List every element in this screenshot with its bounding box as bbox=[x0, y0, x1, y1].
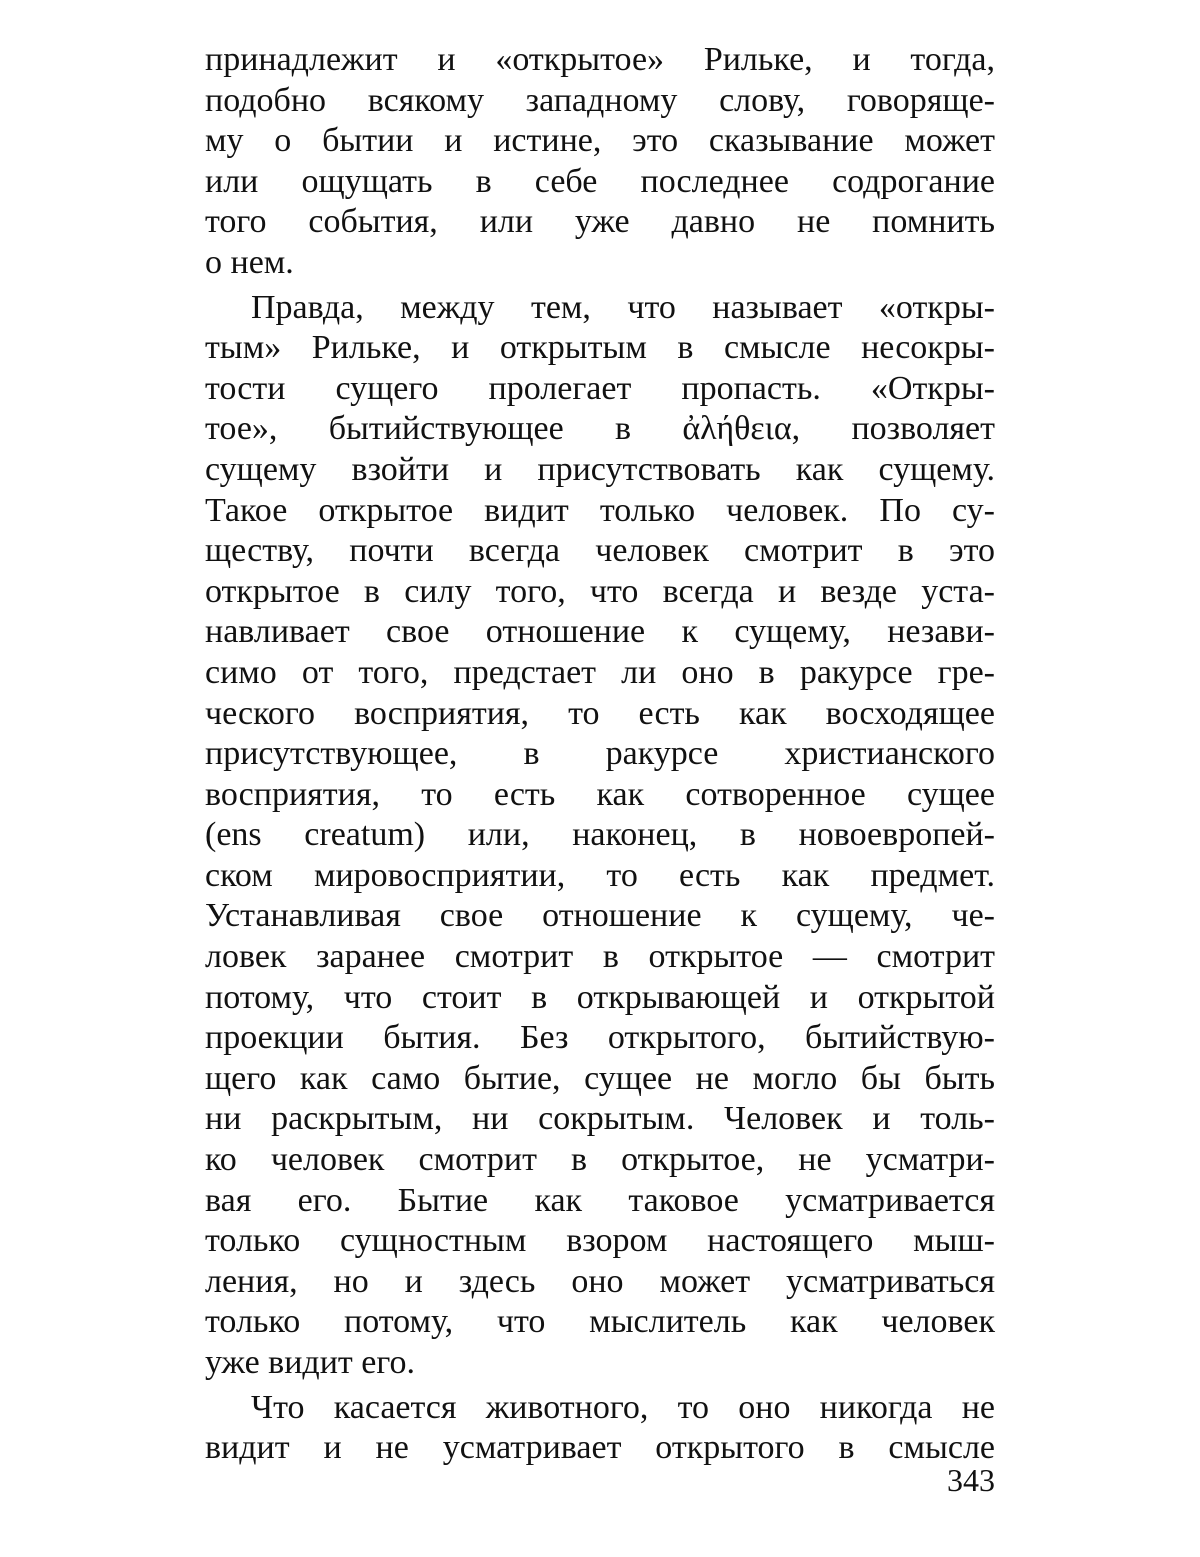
text-line: тости сущего пролегает пропасть. «Откры- bbox=[205, 369, 995, 407]
text-line: восприятия, то есть как сотворенное сущее bbox=[205, 775, 995, 813]
text-line: му о бытии и истине, это сказывание может bbox=[205, 122, 995, 160]
text-line: вая его. Бытие как таковое усматривается bbox=[205, 1181, 995, 1219]
text-line: ществу, почти всегда человек смотрит в это bbox=[205, 532, 995, 570]
text-line: тым» Рильке, и открытым в смысле несокры- bbox=[205, 329, 995, 367]
body-text bbox=[205, 40, 995, 1469]
text-line: ческого восприятия, то есть как восходящее bbox=[205, 694, 995, 732]
text-line: присутствующее, в ракурсе христианского bbox=[205, 735, 995, 773]
text-line: Такое открытое видит только человек. По су- bbox=[205, 491, 995, 529]
text-line: о нем. bbox=[205, 243, 294, 281]
text-line: ском мировосприятии, то есть как предмет. bbox=[205, 856, 995, 894]
text-line: или ощущать в себе последнее содрогание bbox=[205, 162, 995, 200]
text-line: проекции бытия. Без открытого, бытийствую- bbox=[205, 1019, 995, 1057]
text-line: Устанавливая свое отношение к сущему, че- bbox=[205, 897, 995, 935]
text-line: сущему взойти и присутствовать как сущему. bbox=[205, 450, 995, 488]
paragraph-2 bbox=[205, 288, 995, 1384]
paragraph-1 bbox=[205, 40, 995, 284]
text-line: ления, но и здесь оно может усматриваться bbox=[205, 1262, 995, 1300]
text-line: принадлежит и «открытое» Рильке, и тогда, bbox=[205, 41, 995, 78]
text-line: потому, что стоит в открывающей и открытой bbox=[205, 978, 995, 1016]
text-line: только сущностным взором настоящего мыш- bbox=[205, 1222, 995, 1260]
text-line: ни раскрытым, ни сокрытым. Человек и толь- bbox=[205, 1100, 995, 1138]
text-line: ко человек смотрит в открытое, не усматри- bbox=[205, 1141, 995, 1179]
text-line: (ens creatum) или, наконец, в новоевропей- bbox=[205, 816, 995, 854]
text-line: Что касается животного, то оно никогда не bbox=[251, 1388, 995, 1426]
paragraph-3 bbox=[205, 1388, 995, 1469]
text-line: ловек заранее смотрит в открытое — смотрит bbox=[205, 938, 995, 976]
text-line: видит и не усматривает открытого в смысле bbox=[205, 1429, 995, 1467]
text-line: того события, или уже давно не помнить bbox=[205, 203, 995, 241]
text-line: Правда, между тем, что называет «откры- bbox=[251, 288, 995, 326]
text-line: щего как само бытие, сущее не могло бы быть bbox=[205, 1059, 995, 1097]
text-line: открытое в силу того, что всегда и везде уста- bbox=[205, 572, 995, 610]
text-line: уже видит его. bbox=[205, 1344, 415, 1381]
text-line: тое», бытийствующее в ἀλήθεια, позволяет bbox=[205, 410, 995, 448]
text-line: симо от того, предстает ли оно в ракурсе гре- bbox=[205, 653, 995, 691]
page-number: 343 bbox=[947, 1462, 995, 1498]
text-line: подобно всякому западному слову, говоряще- bbox=[205, 81, 995, 119]
text-line: только потому, что мыслитель как человек bbox=[205, 1303, 995, 1341]
text-line: навливает свое отношение к сущему, незави- bbox=[205, 613, 995, 651]
